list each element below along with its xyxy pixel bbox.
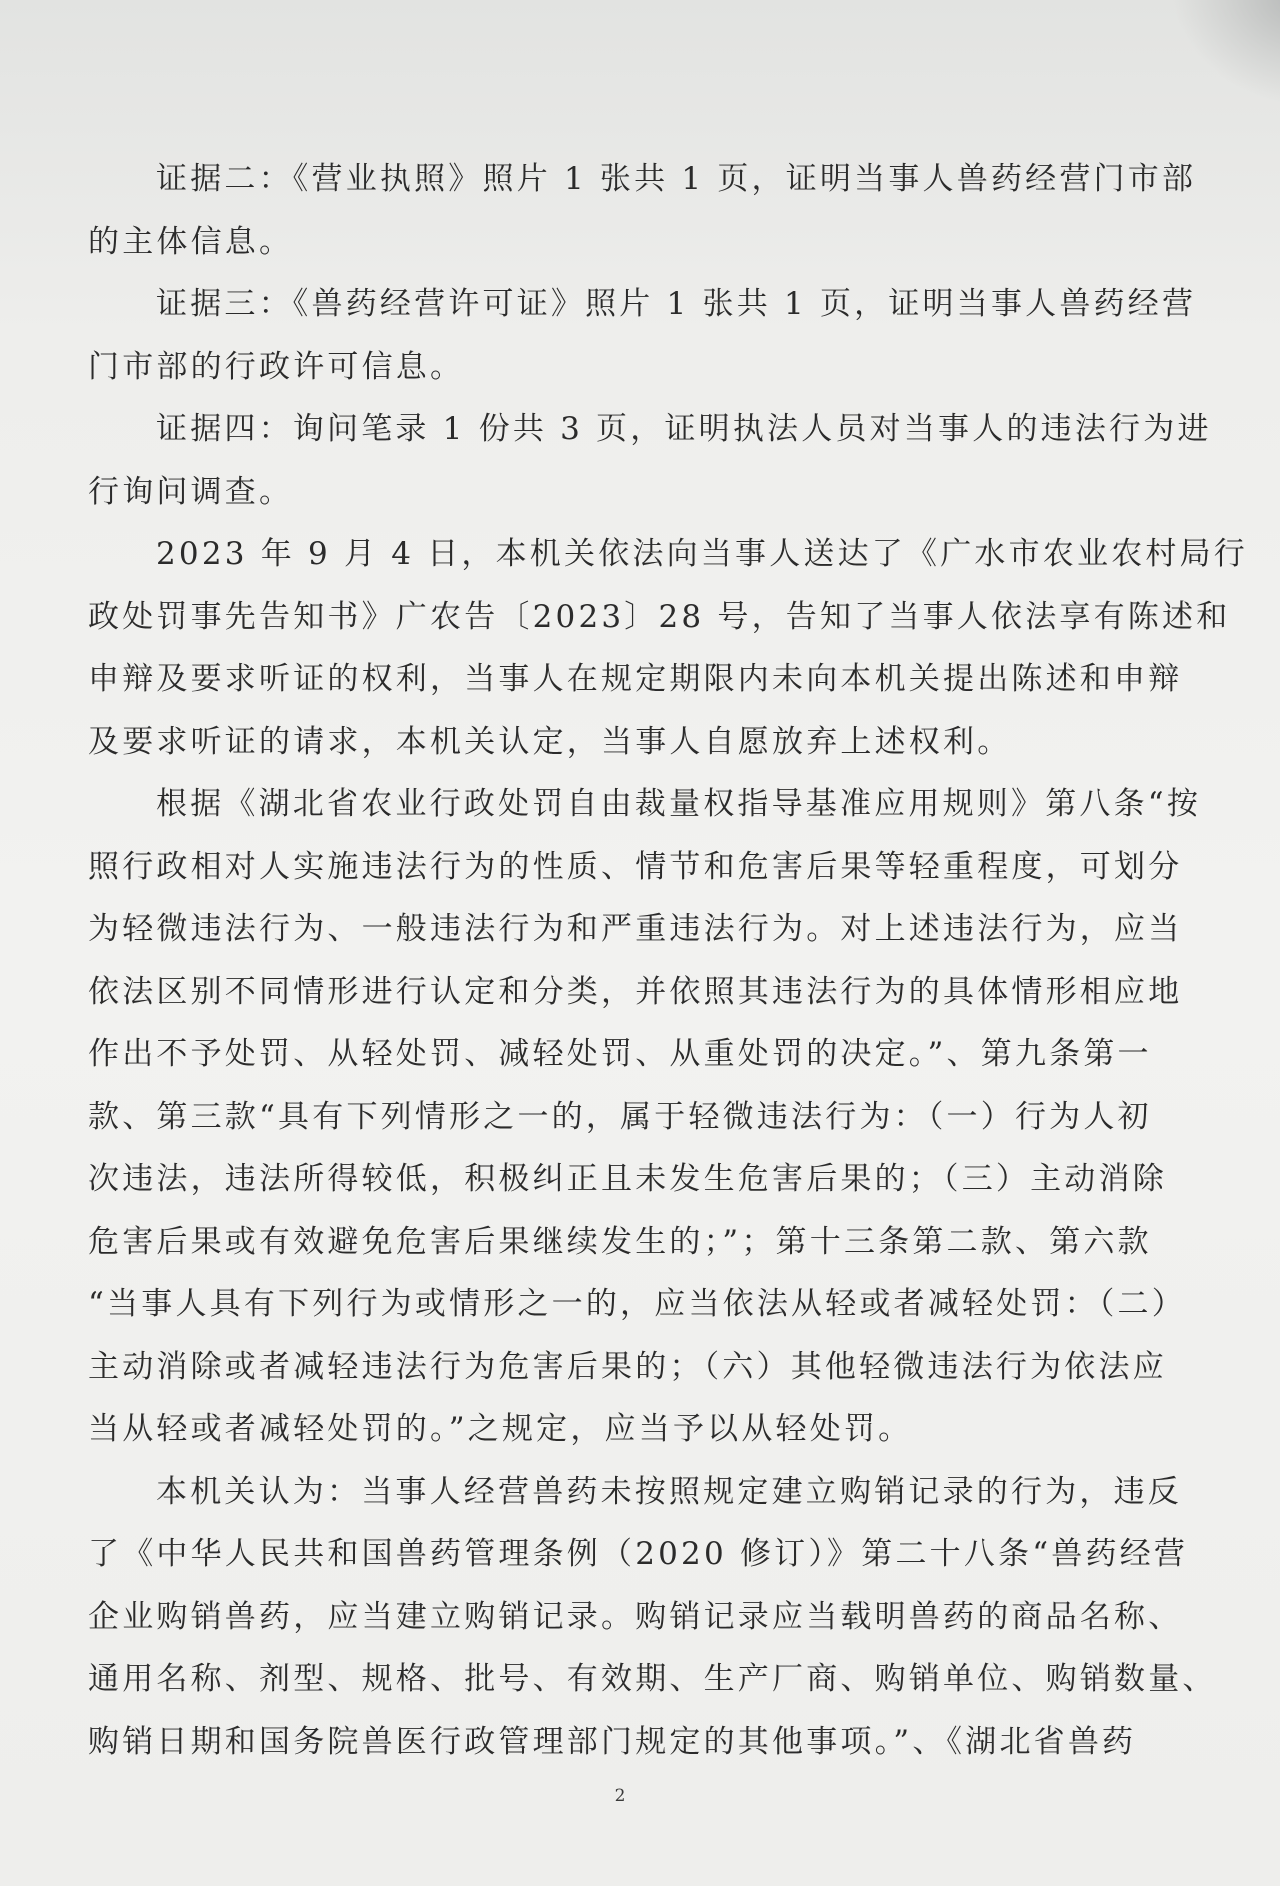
- text-line: “当事人具有下列行为或情形之一的，应当依法从轻或者减轻处罚：（二）: [88, 1286, 1186, 1322]
- page-corner-shadow: [1140, 0, 1280, 116]
- paragraph-notice: [88, 523, 1249, 773]
- text-line: 政处罚事先告知书》广农告〔2023〕28 号，告知了当事人依法享有陈述和: [88, 598, 1231, 635]
- text-line: 当从轻或者减轻处罚的。”之规定，应当予以从轻处罚。: [88, 1411, 913, 1447]
- text-line: 及要求听证的请求，本机关认定，当事人自愿放弃上述权利。: [88, 723, 1012, 760]
- text-line: 购销日期和国务院兽医行政管理部门规定的其他事项。”、《湖北省兽药: [88, 1723, 1137, 1760]
- text-line: 款、第三款“具有下列情形之一的，属于轻微违法行为：（一）行为人初: [88, 1098, 1152, 1135]
- text-line: 证据三：《兽药经营许可证》照片 1 张共 1 页，证明当事人兽药经营: [156, 286, 1197, 322]
- text-line: 根据《湖北省农业行政处罚自由裁量权指导基准应用规则》第八条“按: [156, 786, 1202, 822]
- paragraph-legal-basis: [88, 773, 1202, 1461]
- text-line: 照行政相对人实施违法行为的性质、情节和危害后果等轻重程度，可划分: [88, 848, 1183, 885]
- paragraph-evidence-3: [88, 273, 1197, 398]
- text-line: 主动消除或者减轻违法行为危害后果的；（六）其他轻微违法行为依法应: [88, 1348, 1167, 1385]
- paragraph-finding: [88, 1461, 1217, 1774]
- text-line: 申辩及要求听证的权利，当事人在规定期限内未向本机关提出陈述和申辩: [88, 661, 1183, 697]
- text-line: 企业购销兽药，应当建立购销记录。购销记录应当载明兽药的商品名称、: [88, 1598, 1183, 1635]
- text-line: 作出不予处罚、从轻处罚、减轻处罚、从重处罚的决定。”、第九条第一: [88, 1036, 1152, 1072]
- text-line: 次违法，违法所得较低，积极纠正且未发生危害后果的；（三）主动消除: [88, 1161, 1167, 1197]
- page-number: 2: [614, 1786, 626, 1806]
- text-line: 证据二：《营业执照》照片 1 张共 1 页，证明当事人兽药经营门市部: [156, 161, 1197, 197]
- paragraph-evidence-4: [88, 398, 1212, 523]
- text-line: 行询问调查。: [88, 473, 294, 510]
- document-body: [88, 148, 1249, 1773]
- text-line: 通用名称、剂型、规格、批号、有效期、生产厂商、购销单位、购销数量、: [88, 1661, 1217, 1697]
- text-line: 依法区别不同情形进行认定和分类，并依照其违法行为的具体情形相应地: [88, 973, 1183, 1010]
- text-line: 危害后果或有效避免危害后果继续发生的；”；第十三条第二款、第六款: [88, 1223, 1152, 1260]
- text-line: 的主体信息。: [88, 223, 294, 260]
- text-line: 证据四：询问笔录 1 份共 3 页，证明执法人员对当事人的违法行为进: [156, 411, 1212, 447]
- text-line: 本机关认为：当事人经营兽药未按照规定建立购销记录的行为，违反: [156, 1473, 1182, 1510]
- paragraph-evidence-2: [88, 148, 1197, 273]
- text-line: 门市部的行政许可信息。: [88, 348, 465, 385]
- text-line: 2023 年 9 月 4 日，本机关依法向当事人送达了《广水市农业农村局行: [156, 536, 1249, 572]
- text-line: 了《中华人民共和国兽药管理条例（2020 修订）》第二十八条“兽药经营: [88, 1536, 1189, 1572]
- text-line: 为轻微违法行为、一般违法行为和严重违法行为。对上述违法行为，应当: [88, 911, 1183, 947]
